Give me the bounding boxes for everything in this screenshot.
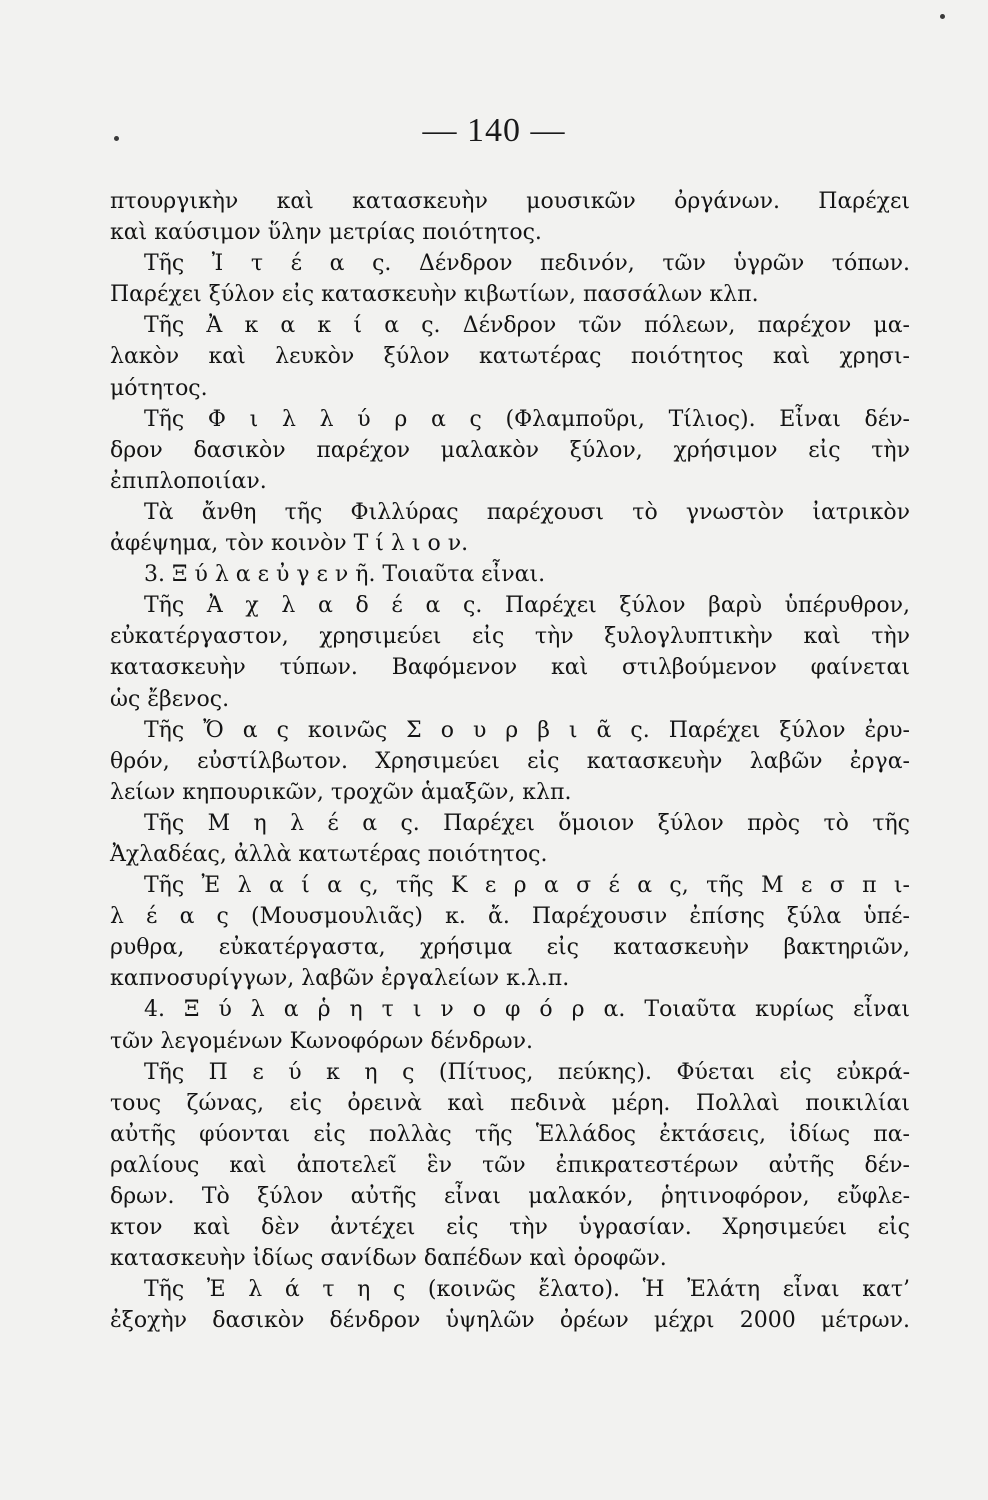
text-line: 4. Ξ ύ λ α ῥ η τ ι ν ο φ ό ρ α. Τοιαῦτα κυρίως εἶναι bbox=[144, 997, 910, 1023]
text-line: Τῆς Φ ι λ λ ύ ρ α ς (Φλαμποῦρι, Τίλιος). Εἶναι δέν- bbox=[144, 406, 910, 432]
text-line: κτον καὶ δὲν ἀντέχει εἰς τὴν ὑγρασίαν. Χρησιμεύει εἰς bbox=[110, 1215, 910, 1241]
text-line: δρον δασικὸν παρέχον μαλακὸν ξύλον, χρήσιμον εἰς τὴν bbox=[110, 437, 910, 463]
text-line: καὶ καύσιμον ὕλην μετρίας ποιότητος. bbox=[110, 220, 542, 246]
text-line: τῶν λεγομένων Κωνοφόρων δένδρων. bbox=[110, 1028, 533, 1054]
text-line: λακὸν καὶ λευκὸν ξύλον κατωτέρας ποιότητος καὶ χρησι- bbox=[110, 344, 910, 370]
text-line: Τῆς Μ η λ έ α ς. Παρέχει ὅμοιον ξύλον πρὸς τὸ τῆς bbox=[144, 810, 910, 836]
text-line: Τὰ ἄνθη τῆς Φιλλύρας παρέχουσι τὸ γνωστὸν ἰατρικὸν bbox=[144, 499, 910, 525]
text-line: πτουργικὴν καὶ κατασκευὴν μουσικῶν ὀργάνων. Παρέχει bbox=[110, 189, 910, 214]
speck-mark bbox=[940, 14, 945, 19]
text-line: κατασκευὴν ἰδίως σανίδων δαπέδων καὶ ὀροφῶν. bbox=[110, 1246, 667, 1272]
text-line: τους ζώνας, εἰς ὀρεινὰ καὶ πεδινὰ μέρη. Πολλαὶ ποικιλίαι bbox=[110, 1090, 910, 1116]
text-line: 3. Ξ ύ λ α ε ὐ γ ε ν ῆ. Τοιαῦτα εἶναι. bbox=[144, 562, 546, 588]
text-line: καπνοσυρίγγων, λαβῶν ἐργαλείων κ.λ.π. bbox=[110, 966, 570, 992]
body-text bbox=[110, 186, 910, 1336]
text-line: Τῆς Ἰ τ έ α ς. Δένδρον πεδινόν, τῶν ὑγρῶν τόπων. bbox=[144, 251, 910, 277]
text-line: αὐτῆς φύονται εἰς πολλὰς τῆς Ἑλλάδος ἐκτάσεις, ἰδίως πα- bbox=[110, 1121, 910, 1147]
text-line: ὡς ἔβενος. bbox=[110, 686, 230, 712]
text-line: Τῆς Ἀ χ λ α δ έ α ς. Παρέχει ξύλον βαρὺ ὑπέρυθρον, bbox=[144, 593, 910, 619]
text-line: Τῆς Ἐ λ α ί α ς, τῆς Κ ε ρ α σ έ α ς, τῆς Μ ε σ π ι- bbox=[144, 873, 910, 899]
text-line: ἐξοχὴν δασικὸν δένδρον ὑψηλῶν ὀρέων μέχρι 2000 μέτρων. bbox=[110, 1308, 910, 1334]
text-line: ραλίους καὶ ἀποτελεῖ ἓν τῶν ἐπικρατεστέρων αὐτῆς δέν- bbox=[110, 1152, 910, 1178]
text-line: δρων. Τὸ ξύλον αὐτῆς εἶναι μαλακόν, ῥητινοφόρον, εὔφλε- bbox=[110, 1184, 910, 1209]
text-line: κατασκευὴν τύπων. Βαφόμενον καὶ στιλβούμενον φαίνεται bbox=[110, 655, 910, 681]
page-number: — 140 — bbox=[422, 112, 566, 149]
text-line: Τῆς Ἀ κ α κ ί α ς. Δένδρον τῶν πόλεων, παρέχον μα- bbox=[144, 313, 910, 339]
text-line: Τῆς Ἐ λ ά τ η ς (κοινῶς ἔλατο). Ἡ Ἐλάτη εἶναι κατ’ bbox=[144, 1277, 910, 1303]
text-line: ἐπιπλοποιίαν. bbox=[110, 468, 267, 494]
text-line: μότητος. bbox=[110, 375, 208, 401]
text-line: ρυθρα, εὐκατέργαστα, χρήσιμα εἰς κατασκευὴν βακτηριῶν, bbox=[110, 935, 910, 961]
text-line: Τῆς Ὄ α ς κοινῶς Σ ο υ ρ β ι ᾶ ς. Παρέχει ξύλον ἐρυ- bbox=[144, 717, 910, 743]
text-line: Ἀχλαδέας, ἀλλὰ κατωτέρας ποιότητος. bbox=[110, 841, 548, 867]
text-line: ἀφέψημα, τὸν κοινὸν Τ ί λ ι ο ν. bbox=[110, 531, 469, 557]
text-line: Τῆς Π ε ύ κ η ς (Πίτυος, πεύκης). Φύεται εἰς εὐκρά- bbox=[144, 1059, 910, 1085]
text-line: λ έ α ς (Μουσμουλιᾶς) κ. ἄ. Παρέχουσιν ἐπίσης ξύλα ὑπέ- bbox=[110, 904, 910, 930]
text-line: λείων κηπουρικῶν, τροχῶν ἁμαξῶν, κλπ. bbox=[110, 779, 572, 805]
text-line: εὐκατέργαστον, χρησιμεύει εἰς τὴν ξυλογλυπτικὴν καὶ τὴν bbox=[110, 624, 910, 650]
text-line: Παρέχει ξύλον εἰς κατασκευὴν κιβωτίων, πασσάλων κλπ. bbox=[110, 282, 759, 308]
text-line: θρόν, εὐστίλβωτον. Χρησιμεύει εἰς κατασκευὴν λαβῶν ἐργα- bbox=[110, 748, 910, 774]
